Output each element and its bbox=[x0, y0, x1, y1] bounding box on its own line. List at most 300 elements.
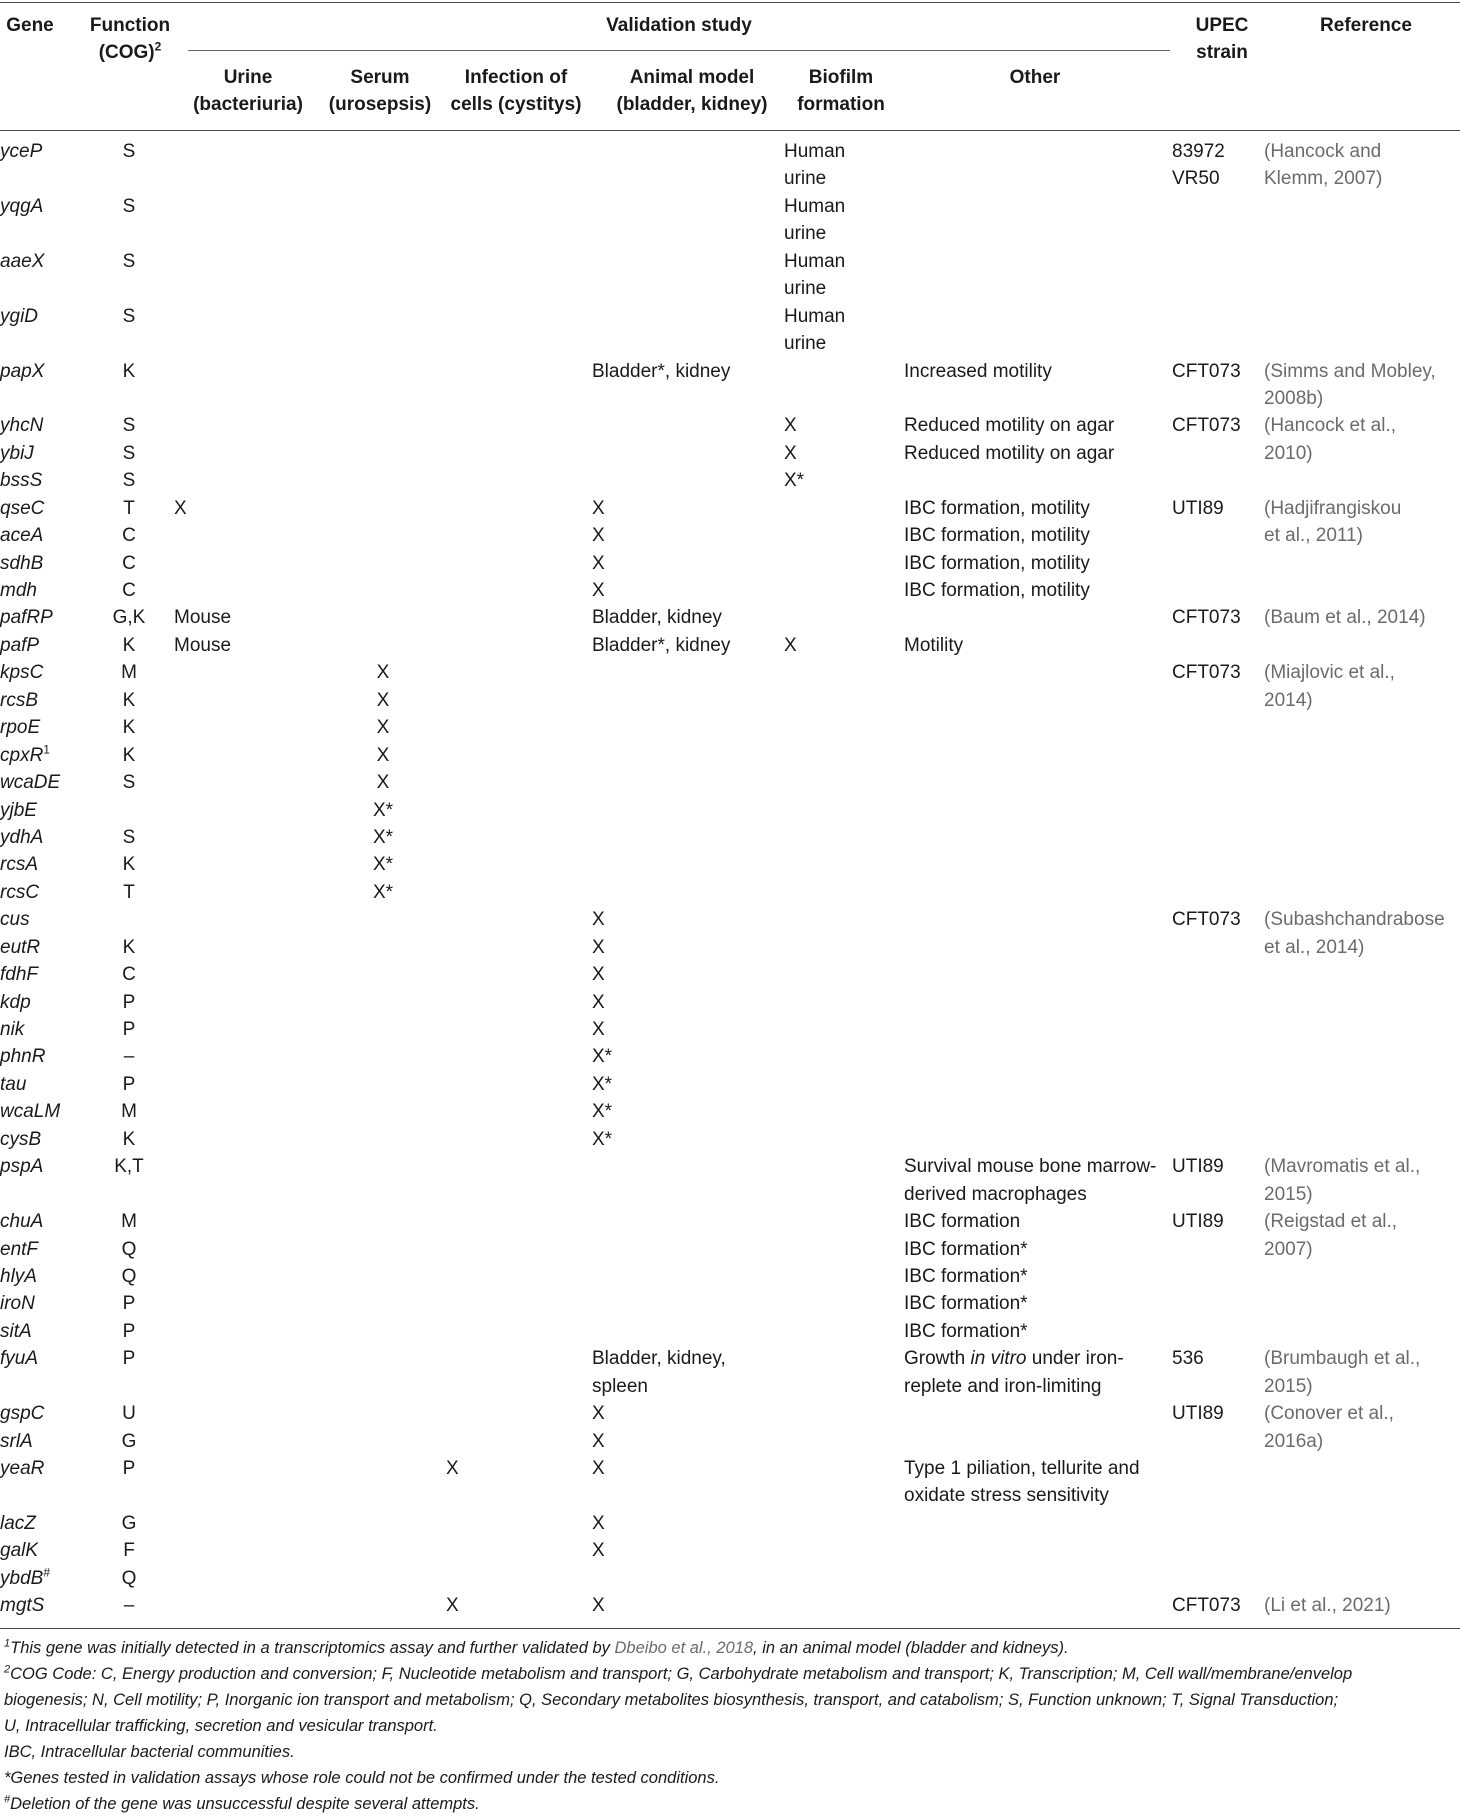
cell-animal-model bbox=[592, 1318, 784, 1345]
dbeibo-citation-link[interactable]: Dbeibo et al., 2018 bbox=[614, 1639, 754, 1657]
cell-infection bbox=[446, 1482, 592, 1509]
cell-gene: phnR bbox=[0, 1046, 46, 1068]
cell-infection bbox=[446, 1537, 592, 1564]
cell-animal-model: X bbox=[592, 552, 605, 574]
cell-gene: ybiJ bbox=[0, 442, 34, 464]
table-row bbox=[0, 577, 1460, 604]
header-upec-strain: UPEC strain bbox=[1195, 15, 1249, 63]
cell-other bbox=[904, 797, 1172, 824]
cell-gene: gspC bbox=[0, 1403, 45, 1425]
cell-serum bbox=[320, 1455, 446, 1482]
table-row bbox=[0, 632, 1460, 659]
cell-urine bbox=[174, 220, 320, 247]
cell-other bbox=[904, 961, 1172, 988]
cell-function: S bbox=[122, 826, 136, 848]
cell-other bbox=[904, 742, 1172, 769]
cell-biofilm bbox=[784, 934, 904, 961]
cell-animal-model: Bladder, kidney, bbox=[592, 1348, 726, 1370]
table-row bbox=[0, 165, 1460, 192]
cell-animal-model bbox=[592, 769, 784, 796]
cell-reference[interactable]: et al., 2011) bbox=[1264, 525, 1363, 547]
cell-biofilm: urine bbox=[784, 278, 827, 300]
cell-infection bbox=[446, 687, 592, 714]
cell-serum bbox=[320, 1565, 446, 1592]
cell-upec-strain bbox=[1172, 769, 1264, 796]
cell-biofilm bbox=[784, 714, 904, 741]
cell-function: F bbox=[123, 1540, 135, 1562]
cell-serum bbox=[320, 1290, 446, 1317]
cell-upec-strain bbox=[1172, 220, 1264, 247]
cell-function: S bbox=[122, 141, 136, 162]
cell-urine bbox=[174, 248, 320, 275]
cell-infection bbox=[446, 165, 592, 192]
cell-gene: pspA bbox=[0, 1156, 44, 1178]
cell-reference bbox=[1264, 1510, 1460, 1537]
cell-other bbox=[904, 851, 1172, 878]
cell-serum bbox=[320, 275, 446, 302]
cell-animal-model bbox=[592, 385, 784, 412]
cell-serum bbox=[320, 632, 446, 659]
table-row bbox=[0, 138, 1460, 165]
cell-other: oxidate stress sensitivity bbox=[904, 1485, 1109, 1507]
cell-function bbox=[84, 330, 174, 357]
cell-urine bbox=[174, 934, 320, 961]
cell-biofilm bbox=[784, 989, 904, 1016]
cell-reference[interactable]: (Simms and Mobley, bbox=[1264, 360, 1436, 382]
cell-other bbox=[904, 275, 1172, 302]
cell-upec-strain bbox=[1172, 1318, 1264, 1345]
cell-biofilm bbox=[784, 1565, 904, 1592]
table-row bbox=[0, 1071, 1460, 1098]
cell-biofilm: urine bbox=[784, 168, 827, 190]
cell-urine bbox=[174, 1071, 320, 1098]
cell-reference[interactable]: 2007) bbox=[1264, 1238, 1313, 1260]
cell-function bbox=[84, 797, 174, 824]
cell-gene: wcaLM bbox=[0, 1101, 61, 1123]
cell-biofilm bbox=[784, 1318, 904, 1345]
cell-function: K bbox=[122, 854, 136, 876]
cell-gene bbox=[0, 330, 84, 357]
cell-biofilm: X bbox=[784, 415, 797, 437]
cell-urine bbox=[174, 1016, 320, 1043]
cell-other bbox=[904, 934, 1172, 961]
cell-serum bbox=[320, 1592, 446, 1619]
cell-infection bbox=[446, 961, 592, 988]
header-serum: Serum (urosepsis) bbox=[328, 67, 432, 115]
cell-function: K bbox=[122, 689, 136, 711]
cell-upec-strain bbox=[1172, 1098, 1264, 1125]
table-row bbox=[0, 193, 1460, 220]
cell-infection bbox=[446, 824, 592, 851]
cell-biofilm bbox=[784, 1537, 904, 1564]
header-other: Other bbox=[1009, 67, 1061, 88]
cell-biofilm bbox=[784, 358, 904, 385]
cell-function: G,K bbox=[112, 607, 146, 629]
cell-reference[interactable]: (Hancock and bbox=[1264, 141, 1382, 162]
cell-infection bbox=[446, 385, 592, 412]
cell-function: K bbox=[122, 634, 136, 656]
cell-serum bbox=[320, 303, 446, 330]
cell-reference[interactable]: (Baum et al., 2014) bbox=[1264, 607, 1426, 629]
cell-gene: galK bbox=[0, 1540, 39, 1562]
cell-serum bbox=[320, 165, 446, 192]
cell-other bbox=[904, 1043, 1172, 1070]
cell-biofilm bbox=[784, 1400, 904, 1427]
table-row bbox=[0, 1318, 1460, 1345]
cell-animal-model bbox=[592, 714, 784, 741]
cell-gene: pafRP bbox=[0, 607, 53, 629]
cell-infection bbox=[446, 412, 592, 439]
cell-animal-model: Bladder*, kidney bbox=[592, 360, 731, 382]
cell-reference bbox=[1264, 1126, 1460, 1153]
cell-biofilm bbox=[784, 879, 904, 906]
cell-gene: hlyA bbox=[0, 1265, 37, 1287]
cell-reference bbox=[1264, 742, 1460, 769]
cell-reference[interactable]: 2016a) bbox=[1264, 1430, 1324, 1452]
table-row bbox=[0, 769, 1460, 796]
cell-function bbox=[84, 1373, 174, 1400]
table-row bbox=[0, 1098, 1460, 1125]
cell-serum: X bbox=[376, 689, 390, 711]
cell-urine bbox=[174, 385, 320, 412]
cell-gene bbox=[0, 1482, 84, 1509]
cell-upec-strain: UTI89 bbox=[1172, 1403, 1224, 1425]
cell-urine bbox=[174, 1043, 320, 1070]
cell-biofilm bbox=[784, 851, 904, 878]
cell-serum bbox=[320, 440, 446, 467]
cell-upec-strain bbox=[1172, 1263, 1264, 1290]
table-row bbox=[0, 1482, 1460, 1509]
cell-upec-strain: 83972 bbox=[1172, 141, 1225, 162]
cell-upec-strain bbox=[1172, 275, 1264, 302]
cell-serum: X* bbox=[372, 854, 394, 876]
footnote-star: *Genes tested in validation assays whose role could not be confirmed under the tested conditions. bbox=[4, 1769, 720, 1787]
cell-function: S bbox=[122, 415, 136, 437]
table-row bbox=[0, 467, 1460, 494]
cell-infection bbox=[446, 138, 592, 165]
cell-upec-strain: CFT073 bbox=[1172, 662, 1241, 684]
cell-infection bbox=[446, 1565, 592, 1592]
cell-animal-model bbox=[592, 1482, 784, 1509]
cell-reference[interactable]: (Reigstad et al., bbox=[1264, 1211, 1398, 1233]
cell-serum bbox=[320, 495, 446, 522]
table-row bbox=[0, 550, 1460, 577]
cell-serum bbox=[320, 1043, 446, 1070]
cell-urine bbox=[174, 797, 320, 824]
cell-gene: srlA bbox=[0, 1430, 33, 1452]
cell-other bbox=[904, 879, 1172, 906]
cell-reference[interactable]: 2008b) bbox=[1264, 387, 1324, 409]
cell-function: Q bbox=[121, 1238, 137, 1260]
cell-reference bbox=[1264, 1290, 1460, 1317]
cell-reference[interactable]: (Mavromatis et al., bbox=[1264, 1156, 1421, 1178]
header-rule bbox=[0, 130, 1460, 131]
cell-gene: mgtS bbox=[0, 1595, 45, 1617]
cell-other bbox=[904, 303, 1172, 330]
cell-reference bbox=[1264, 577, 1460, 604]
cell-other bbox=[904, 1428, 1172, 1455]
cell-serum bbox=[320, 1482, 446, 1509]
bottom-rule bbox=[0, 1628, 1460, 1629]
cell-biofilm bbox=[784, 1208, 904, 1235]
cell-animal-model: X bbox=[592, 1019, 605, 1040]
cell-other bbox=[904, 989, 1172, 1016]
cell-biofilm bbox=[784, 604, 904, 631]
cell-serum bbox=[320, 1181, 446, 1208]
cell-urine bbox=[174, 742, 320, 769]
cell-reference bbox=[1264, 851, 1460, 878]
cell-function: P bbox=[122, 1458, 136, 1479]
cell-function: K,T bbox=[114, 1156, 144, 1178]
cell-animal-model: X* bbox=[592, 1101, 613, 1123]
cell-reference bbox=[1264, 714, 1460, 741]
cell-other bbox=[904, 604, 1172, 631]
cell-serum bbox=[320, 138, 446, 165]
cell-infection bbox=[446, 879, 592, 906]
cell-urine bbox=[174, 1455, 320, 1482]
cell-infection bbox=[446, 742, 592, 769]
table-row bbox=[0, 687, 1460, 714]
cell-reference[interactable]: 2010) bbox=[1264, 442, 1313, 464]
cell-function bbox=[84, 165, 174, 192]
cell-animal-model: spleen bbox=[592, 1375, 648, 1397]
cell-function: P bbox=[122, 1073, 136, 1095]
cell-gene: tau bbox=[0, 1073, 27, 1095]
cell-reference[interactable]: Klemm, 2007) bbox=[1264, 168, 1383, 190]
cell-animal-model: X bbox=[592, 580, 605, 601]
cell-animal-model: Bladder, kidney bbox=[592, 607, 722, 629]
cell-reference[interactable]: 2014) bbox=[1264, 689, 1313, 711]
cell-function: P bbox=[122, 991, 136, 1013]
cell-biofilm bbox=[784, 769, 904, 796]
cell-serum bbox=[320, 1428, 446, 1455]
header-animal-model: Animal model (bladder, kidney) bbox=[616, 67, 768, 115]
validation-study-rule bbox=[188, 50, 1170, 51]
cell-infection bbox=[446, 632, 592, 659]
cell-reference[interactable]: et al., 2014) bbox=[1264, 936, 1365, 958]
cell-upec-strain bbox=[1172, 193, 1264, 220]
cell-upec-strain bbox=[1172, 1290, 1264, 1317]
cell-urine bbox=[174, 138, 320, 165]
cell-function: P bbox=[122, 1019, 136, 1040]
cell-function bbox=[84, 906, 174, 933]
cell-other bbox=[904, 193, 1172, 220]
cell-animal-model: X* bbox=[592, 1046, 613, 1068]
cell-serum bbox=[320, 220, 446, 247]
cell-biofilm bbox=[784, 1016, 904, 1043]
cell-reference bbox=[1264, 1043, 1460, 1070]
cell-gene: iroN bbox=[0, 1293, 35, 1315]
cell-other: IBC formation* bbox=[904, 1238, 1028, 1260]
cell-urine bbox=[174, 467, 320, 494]
table-row bbox=[0, 1455, 1460, 1482]
cell-infection bbox=[446, 358, 592, 385]
cell-upec-strain bbox=[1172, 1043, 1264, 1070]
cell-urine bbox=[174, 1565, 320, 1592]
cell-infection bbox=[446, 604, 592, 631]
cell-other bbox=[904, 1510, 1172, 1537]
table-row bbox=[0, 934, 1460, 961]
cell-infection bbox=[446, 1071, 592, 1098]
cell-reference bbox=[1264, 1016, 1460, 1043]
cell-animal-model bbox=[592, 193, 784, 220]
cell-serum bbox=[320, 1071, 446, 1098]
cell-other: Motility bbox=[904, 634, 964, 656]
table-row bbox=[0, 824, 1460, 851]
cell-serum: X bbox=[376, 744, 390, 766]
cell-other: Growth in vitro under iron- bbox=[904, 1348, 1124, 1370]
cell-infection bbox=[446, 1263, 592, 1290]
table-row bbox=[0, 1153, 1460, 1180]
cell-serum bbox=[320, 577, 446, 604]
cell-gene: yqgA bbox=[0, 195, 44, 217]
cell-gene: fyuA bbox=[0, 1348, 39, 1370]
table-row bbox=[0, 1016, 1460, 1043]
cell-serum bbox=[320, 1098, 446, 1125]
cell-reference[interactable]: (Hadjifrangiskou bbox=[1264, 497, 1402, 519]
cell-urine bbox=[174, 330, 320, 357]
cell-reference bbox=[1264, 220, 1460, 247]
cell-reference bbox=[1264, 248, 1460, 275]
cell-urine bbox=[174, 550, 320, 577]
cell-upec-strain bbox=[1172, 467, 1264, 494]
cell-reference bbox=[1264, 467, 1460, 494]
cell-infection bbox=[446, 851, 592, 878]
cell-animal-model: X bbox=[592, 936, 605, 958]
cell-reference[interactable]: (Subashchandrabose bbox=[1264, 909, 1445, 931]
table-row bbox=[0, 1043, 1460, 1070]
top-rule bbox=[0, 2, 1460, 3]
cell-urine bbox=[174, 1126, 320, 1153]
cell-function bbox=[84, 1482, 174, 1509]
cell-other bbox=[904, 1126, 1172, 1153]
cell-reference bbox=[1264, 632, 1460, 659]
cell-other: IBC formation, motility bbox=[904, 552, 1090, 574]
cell-upec-strain: CFT073 bbox=[1172, 909, 1241, 931]
cell-gene: kdp bbox=[0, 991, 31, 1013]
cell-animal-model bbox=[592, 330, 784, 357]
cell-animal-model bbox=[592, 851, 784, 878]
cell-function: K bbox=[122, 1128, 136, 1150]
cell-gene: ydhA bbox=[0, 826, 44, 848]
cell-upec-strain: CFT073 bbox=[1172, 360, 1241, 382]
cell-serum bbox=[320, 1510, 446, 1537]
cell-upec-strain bbox=[1172, 961, 1264, 988]
table-row bbox=[0, 989, 1460, 1016]
cell-other: Survival mouse bone marrow- bbox=[904, 1156, 1157, 1178]
cell-urine bbox=[174, 1482, 320, 1509]
cell-infection bbox=[446, 1098, 592, 1125]
cell-urine bbox=[174, 303, 320, 330]
cell-function: C bbox=[122, 552, 136, 574]
cell-other bbox=[904, 824, 1172, 851]
table-row bbox=[0, 797, 1460, 824]
cell-urine bbox=[174, 824, 320, 851]
cell-serum bbox=[320, 1537, 446, 1564]
footnote-1: $^1$This gene was initially detected in a transcriptomics assay and further validated by Dbeibo et al., 2018, in an animal model (bladder and kidneys). bbox=[4, 1637, 1069, 1657]
cell-infection bbox=[446, 1318, 592, 1345]
cell-urine bbox=[174, 879, 320, 906]
cell-reference[interactable]: (Conover et al., bbox=[1264, 1403, 1394, 1425]
cell-serum bbox=[320, 412, 446, 439]
cell-gene: entF bbox=[0, 1238, 39, 1260]
cell-gene: yjbE bbox=[0, 799, 37, 821]
cell-biofilm: X bbox=[784, 442, 797, 464]
cell-reference[interactable]: (Li et al., 2021) bbox=[1264, 1595, 1391, 1617]
cell-upec-strain bbox=[1172, 1236, 1264, 1263]
cell-upec-strain bbox=[1172, 330, 1264, 357]
cell-infection: X bbox=[446, 1458, 459, 1479]
cell-animal-model bbox=[592, 824, 784, 851]
cell-gene: rcsA bbox=[0, 854, 38, 876]
cell-upec-strain bbox=[1172, 1016, 1264, 1043]
cell-infection bbox=[446, 1510, 592, 1537]
cell-infection bbox=[446, 220, 592, 247]
cell-animal-model: Bladder*, kidney bbox=[592, 634, 731, 656]
cell-reference[interactable]: (Brumbaugh et al., bbox=[1264, 1348, 1421, 1370]
cell-upec-strain bbox=[1172, 1537, 1264, 1564]
cell-reference[interactable]: 2015) bbox=[1264, 1375, 1313, 1397]
cell-gene: qseC bbox=[0, 497, 45, 519]
table-row bbox=[0, 604, 1460, 631]
cell-reference[interactable]: (Hancock et al., bbox=[1264, 415, 1396, 437]
cell-animal-model: X bbox=[592, 1430, 605, 1452]
cell-gene bbox=[0, 165, 84, 192]
cell-gene bbox=[0, 1373, 84, 1400]
cell-biofilm bbox=[784, 742, 904, 769]
table-row bbox=[0, 879, 1460, 906]
cell-other: IBC formation, motility bbox=[904, 525, 1090, 547]
cell-upec-strain bbox=[1172, 522, 1264, 549]
footnote-2-end: U, Intracellular trafficking, secretion and vesicular transport. bbox=[4, 1717, 438, 1735]
cell-infection bbox=[446, 906, 592, 933]
cell-animal-model: X bbox=[592, 525, 605, 547]
cell-reference[interactable]: 2015) bbox=[1264, 1183, 1313, 1205]
table-row bbox=[0, 1126, 1460, 1153]
cell-reference[interactable]: (Miajlovic et al., bbox=[1264, 662, 1395, 684]
cell-function: T bbox=[123, 881, 135, 903]
cell-animal-model bbox=[592, 1290, 784, 1317]
cell-gene: yceP bbox=[0, 141, 43, 162]
cell-upec-strain bbox=[1172, 797, 1264, 824]
cell-urine bbox=[174, 1263, 320, 1290]
table-row bbox=[0, 275, 1460, 302]
cell-other bbox=[904, 1592, 1172, 1619]
cell-function bbox=[84, 220, 174, 247]
cell-animal-model: X bbox=[592, 1512, 605, 1534]
cell-biofilm bbox=[784, 385, 904, 412]
cell-serum: X bbox=[376, 662, 390, 684]
cell-biofilm bbox=[784, 1592, 904, 1619]
cell-infection bbox=[446, 659, 592, 686]
cell-other bbox=[904, 906, 1172, 933]
cell-upec-strain bbox=[1172, 577, 1264, 604]
cell-urine bbox=[174, 1592, 320, 1619]
cell-animal-model bbox=[592, 742, 784, 769]
cell-other bbox=[904, 1537, 1172, 1564]
cell-function: T bbox=[123, 497, 135, 519]
cell-reference bbox=[1264, 961, 1460, 988]
cell-upec-strain bbox=[1172, 248, 1264, 275]
cell-animal-model bbox=[592, 440, 784, 467]
cell-gene bbox=[0, 1181, 84, 1208]
cell-gene: lacZ bbox=[0, 1512, 36, 1534]
cell-function: S bbox=[122, 305, 136, 327]
cell-other bbox=[904, 1565, 1172, 1592]
cell-upec-strain bbox=[1172, 714, 1264, 741]
cell-gene: fdhF bbox=[0, 964, 39, 986]
cell-biofilm bbox=[784, 1373, 904, 1400]
